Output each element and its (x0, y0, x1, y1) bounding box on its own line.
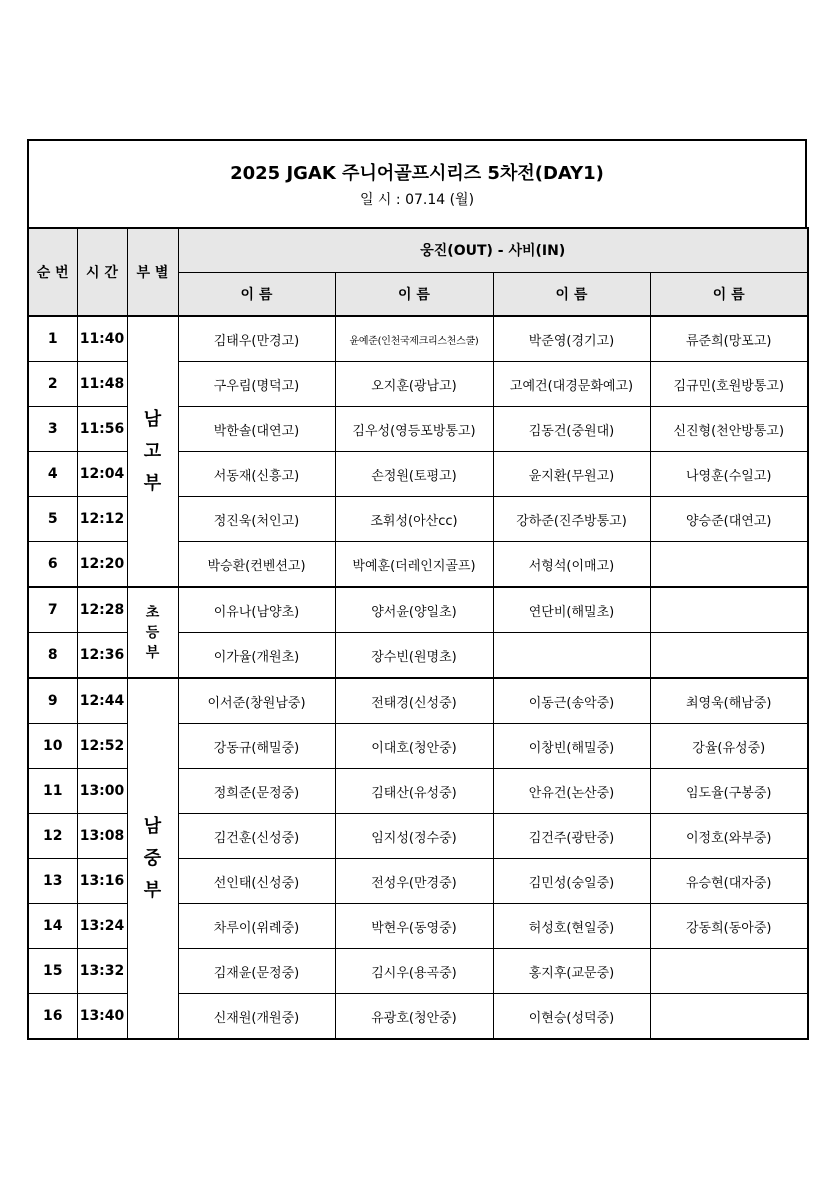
time-cell: 13:32 (77, 949, 127, 994)
time-cell: 12:04 (77, 452, 127, 497)
division-char: 중 (143, 847, 162, 869)
player-cell: 홍지후(교문중) (493, 949, 650, 994)
player-cell: 손정원(토평고) (335, 452, 493, 497)
header-name-1: 이 름 (178, 272, 335, 316)
time-cell: 12:52 (77, 724, 127, 769)
player-cell: 오지훈(광남고) (335, 362, 493, 407)
player-cell: 서형석(이매고) (493, 542, 650, 588)
player-cell: 윤지환(무원고) (493, 452, 650, 497)
player-cell: 양서윤(양일초) (335, 587, 493, 633)
time-cell: 12:20 (77, 542, 127, 588)
order-cell: 1 (28, 316, 77, 362)
player-cell: 이유나(남양초) (178, 587, 335, 633)
player-cell: 고예건(대경문화예고) (493, 362, 650, 407)
order-cell: 14 (28, 904, 77, 949)
division-char: 부 (143, 879, 162, 901)
time-cell: 13:24 (77, 904, 127, 949)
player-cell: 선인태(신성중) (178, 859, 335, 904)
order-cell: 2 (28, 362, 77, 407)
player-cell: 나영훈(수일고) (650, 452, 808, 497)
time-cell: 13:16 (77, 859, 127, 904)
player-cell: 윤예준(인천국제크리스천스쿨) (335, 316, 493, 362)
order-cell: 5 (28, 497, 77, 542)
player-cell: 장수빈(원명초) (335, 633, 493, 679)
header-course: 웅진(OUT) - 사비(IN) (178, 228, 808, 272)
player-cell: 이정호(와부중) (650, 814, 808, 859)
division-char: 부 (145, 644, 160, 661)
time-cell: 12:12 (77, 497, 127, 542)
player-cell (493, 633, 650, 679)
player-cell: 김재윤(문정중) (178, 949, 335, 994)
player-cell (650, 994, 808, 1040)
title-box (27, 139, 807, 227)
header-name-3: 이 름 (493, 272, 650, 316)
player-cell: 강동희(동아중) (650, 904, 808, 949)
player-cell: 김태우(만경고) (178, 316, 335, 362)
player-cell: 유승현(대자중) (650, 859, 808, 904)
time-cell: 12:28 (77, 587, 127, 633)
order-cell: 7 (28, 587, 77, 633)
player-cell: 전태경(신성중) (335, 678, 493, 724)
player-cell: 김우성(영등포방통고) (335, 407, 493, 452)
player-cell: 임도율(구봉중) (650, 769, 808, 814)
order-cell: 4 (28, 452, 77, 497)
time-cell: 11:48 (77, 362, 127, 407)
order-cell: 10 (28, 724, 77, 769)
order-cell: 8 (28, 633, 77, 679)
player-cell: 정희준(문정중) (178, 769, 335, 814)
player-cell: 김민성(숭일중) (493, 859, 650, 904)
player-cell: 박승환(컨벤션고) (178, 542, 335, 588)
player-cell: 강율(유성중) (650, 724, 808, 769)
player-cell (650, 542, 808, 588)
player-cell: 유광호(청안중) (335, 994, 493, 1040)
player-cell: 전성우(만경중) (335, 859, 493, 904)
player-cell: 김태산(유성중) (335, 769, 493, 814)
player-cell: 김건주(광탄중) (493, 814, 650, 859)
division-cell-high (127, 316, 178, 587)
player-cell: 강하준(진주방통고) (493, 497, 650, 542)
table-row (28, 316, 808, 362)
division-char: 남 (143, 408, 162, 430)
order-cell: 16 (28, 994, 77, 1040)
header-time: 시 간 (77, 228, 127, 316)
player-cell: 김건훈(신성중) (178, 814, 335, 859)
table-body (28, 316, 808, 1039)
schedule-sheet (27, 139, 807, 1040)
division-cell-elem (127, 587, 178, 678)
player-cell: 박현우(동영중) (335, 904, 493, 949)
time-cell: 11:40 (77, 316, 127, 362)
table-row (28, 678, 808, 724)
player-cell: 임지성(정수중) (335, 814, 493, 859)
player-cell: 이창빈(해밀중) (493, 724, 650, 769)
header-division: 부 별 (127, 228, 178, 316)
order-cell: 11 (28, 769, 77, 814)
date-line: 일 시 : 07.14 (월) (359, 192, 475, 208)
player-cell: 차루이(위례중) (178, 904, 335, 949)
table-row (28, 587, 808, 633)
player-cell (650, 949, 808, 994)
player-cell: 허성호(현일중) (493, 904, 650, 949)
division-cell-middle (127, 678, 178, 1039)
order-cell: 15 (28, 949, 77, 994)
player-cell: 박예훈(더레인지골프) (335, 542, 493, 588)
tee-time-table (27, 227, 809, 1040)
time-cell: 13:40 (77, 994, 127, 1040)
order-cell: 6 (28, 542, 77, 588)
division-char: 남 (143, 815, 162, 837)
player-cell (650, 587, 808, 633)
player-cell: 안유건(논산중) (493, 769, 650, 814)
time-cell: 12:36 (77, 633, 127, 679)
player-cell: 신재원(개원중) (178, 994, 335, 1040)
player-cell (650, 633, 808, 679)
division-char: 고 (143, 440, 162, 462)
player-cell: 서동재(신흥고) (178, 452, 335, 497)
player-cell: 조휘성(아산cc) (335, 497, 493, 542)
player-cell: 강동규(해밀중) (178, 724, 335, 769)
time-cell: 13:08 (77, 814, 127, 859)
header-order: 순 번 (28, 228, 77, 316)
order-cell: 12 (28, 814, 77, 859)
time-cell: 13:00 (77, 769, 127, 814)
division-char: 초 (145, 604, 160, 621)
player-cell: 이가율(개원초) (178, 633, 335, 679)
order-cell: 9 (28, 678, 77, 724)
player-cell: 김규민(호원방통고) (650, 362, 808, 407)
player-cell: 정진욱(처인고) (178, 497, 335, 542)
page-title: 2025 JGAK 주니어골프시리즈 5차전(DAY1) (230, 163, 604, 184)
player-cell: 신진형(천안방통고) (650, 407, 808, 452)
player-cell: 이동근(송악중) (493, 678, 650, 724)
player-cell: 양승준(대연고) (650, 497, 808, 542)
player-cell: 김시우(용곡중) (335, 949, 493, 994)
header-name-4: 이 름 (650, 272, 808, 316)
player-cell: 이현승(성덕중) (493, 994, 650, 1040)
player-cell: 박한솔(대연고) (178, 407, 335, 452)
division-char: 부 (143, 472, 162, 494)
player-cell: 박준영(경기고) (493, 316, 650, 362)
order-cell: 3 (28, 407, 77, 452)
header-name-2: 이 름 (335, 272, 493, 316)
player-cell: 구우림(명덕고) (178, 362, 335, 407)
order-cell: 13 (28, 859, 77, 904)
player-cell: 최영욱(해남중) (650, 678, 808, 724)
time-cell: 12:44 (77, 678, 127, 724)
player-cell: 연단비(해밀초) (493, 587, 650, 633)
player-cell: 류준희(망포고) (650, 316, 808, 362)
player-cell: 이대호(청안중) (335, 724, 493, 769)
player-cell: 김동건(중원대) (493, 407, 650, 452)
time-cell: 11:56 (77, 407, 127, 452)
division-char: 등 (145, 624, 160, 641)
player-cell: 이서준(창원남중) (178, 678, 335, 724)
